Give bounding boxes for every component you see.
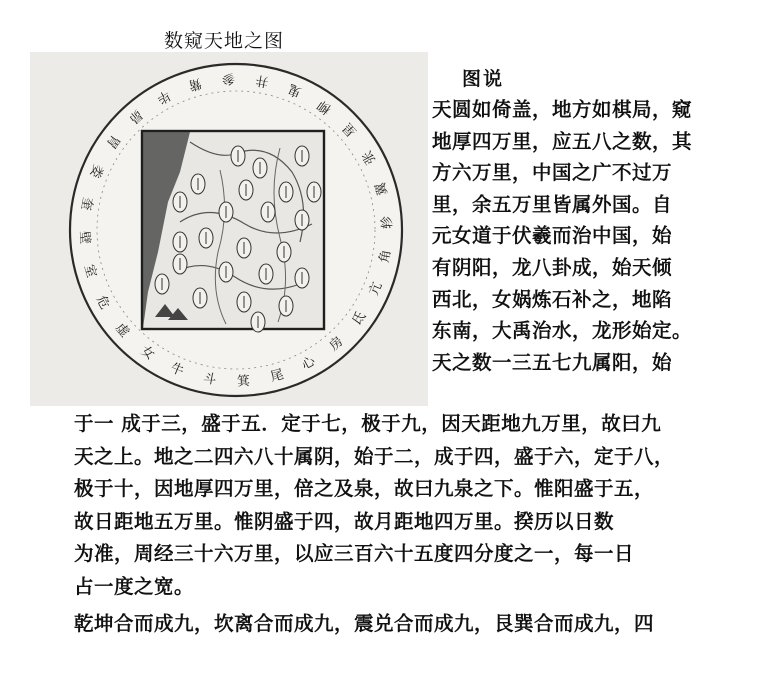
ring-label: 牛 bbox=[168, 360, 186, 380]
caption-title: 图说 bbox=[462, 68, 505, 90]
text-line: 地厚四万里，应五八之数，其 bbox=[432, 129, 693, 153]
ring-label: 井 bbox=[254, 71, 271, 89]
ring-label: 虚 bbox=[112, 320, 132, 341]
text-line: 乾坤合而成九，坎离合而成九，震兑合而成九，艮巽合而成九，四 bbox=[74, 612, 655, 635]
caption-full-text bbox=[74, 408, 746, 641]
text-line: 故日距地五万里。惟阴盛于四，故月距地四万里。揆历以日数 bbox=[74, 509, 615, 533]
ring-label: 奎 bbox=[77, 195, 95, 212]
ring-label: 星 bbox=[340, 119, 360, 140]
text-line: 于一 成于三，盛于五．定于七，极于九，因天距地九万里，故曰九 bbox=[74, 412, 662, 435]
ring-label: 翼 bbox=[373, 180, 392, 198]
ring-label: 柳 bbox=[315, 96, 335, 117]
ring-label: 斗 bbox=[201, 371, 218, 389]
ring-label: 毕 bbox=[153, 86, 173, 107]
text-line: 天圆如倚盖，地方如棋局，窥 bbox=[432, 98, 693, 121]
ring-label: 房 bbox=[326, 334, 347, 354]
text-line: 方六万里，中国之广不过万 bbox=[432, 161, 673, 185]
figure-title: 数窥天地之图 bbox=[164, 30, 285, 52]
text-line: 天之上。地之二四六八十属阴，始于二，成于四，盛于六，定于八， bbox=[74, 444, 675, 468]
ring-label: 张 bbox=[359, 147, 380, 167]
ring-label: 轸 bbox=[379, 215, 396, 230]
ring-label: 危 bbox=[92, 293, 113, 313]
text-line: 元女道于伏羲而治中国，始 bbox=[432, 224, 673, 248]
ring-label: 参 bbox=[221, 70, 236, 87]
ring-label: 心 bbox=[299, 353, 319, 374]
text-line: 有阴阳，龙八卦成，始天倾 bbox=[432, 255, 673, 279]
ring-label: 昴 bbox=[125, 106, 146, 126]
text-line: 为准，周经三十六万里，以应三百六十五度四分度之一，每一日 bbox=[74, 542, 635, 565]
ring-label: 觜 bbox=[186, 74, 204, 93]
ring-label: 室 bbox=[80, 262, 99, 280]
ring-label: 亢 bbox=[366, 280, 386, 298]
text-line: 极于十，因地厚四万里，倍之及泉，故曰九泉之下。惟阳盛于五， bbox=[74, 477, 655, 500]
ring-label: 氐 bbox=[349, 309, 370, 329]
text-line: 天之数一三五七九属阳，始 bbox=[432, 350, 673, 374]
caption-side-text bbox=[432, 94, 748, 378]
ring-label: 娄 bbox=[86, 162, 106, 180]
ring-label: 角 bbox=[377, 248, 395, 265]
star-map-illustration bbox=[30, 52, 428, 406]
ring-label: 女 bbox=[137, 343, 157, 364]
text-line: 占一度之宽。 bbox=[74, 574, 195, 598]
text-line: 东南，大禹治水，龙形始定。 bbox=[432, 319, 693, 343]
ring-label: 鬼 bbox=[286, 80, 304, 100]
square-earth-map bbox=[142, 131, 324, 332]
text-line: 西北，女娲炼石补之，地陷 bbox=[432, 287, 673, 311]
ring-label: 胃 bbox=[102, 131, 123, 151]
ring-label: 壁 bbox=[76, 230, 93, 245]
text-line: 里，余五万里皆属外国。自 bbox=[432, 192, 673, 216]
ring-label: 箕 bbox=[236, 373, 251, 390]
ring-label: 尾 bbox=[268, 367, 286, 386]
